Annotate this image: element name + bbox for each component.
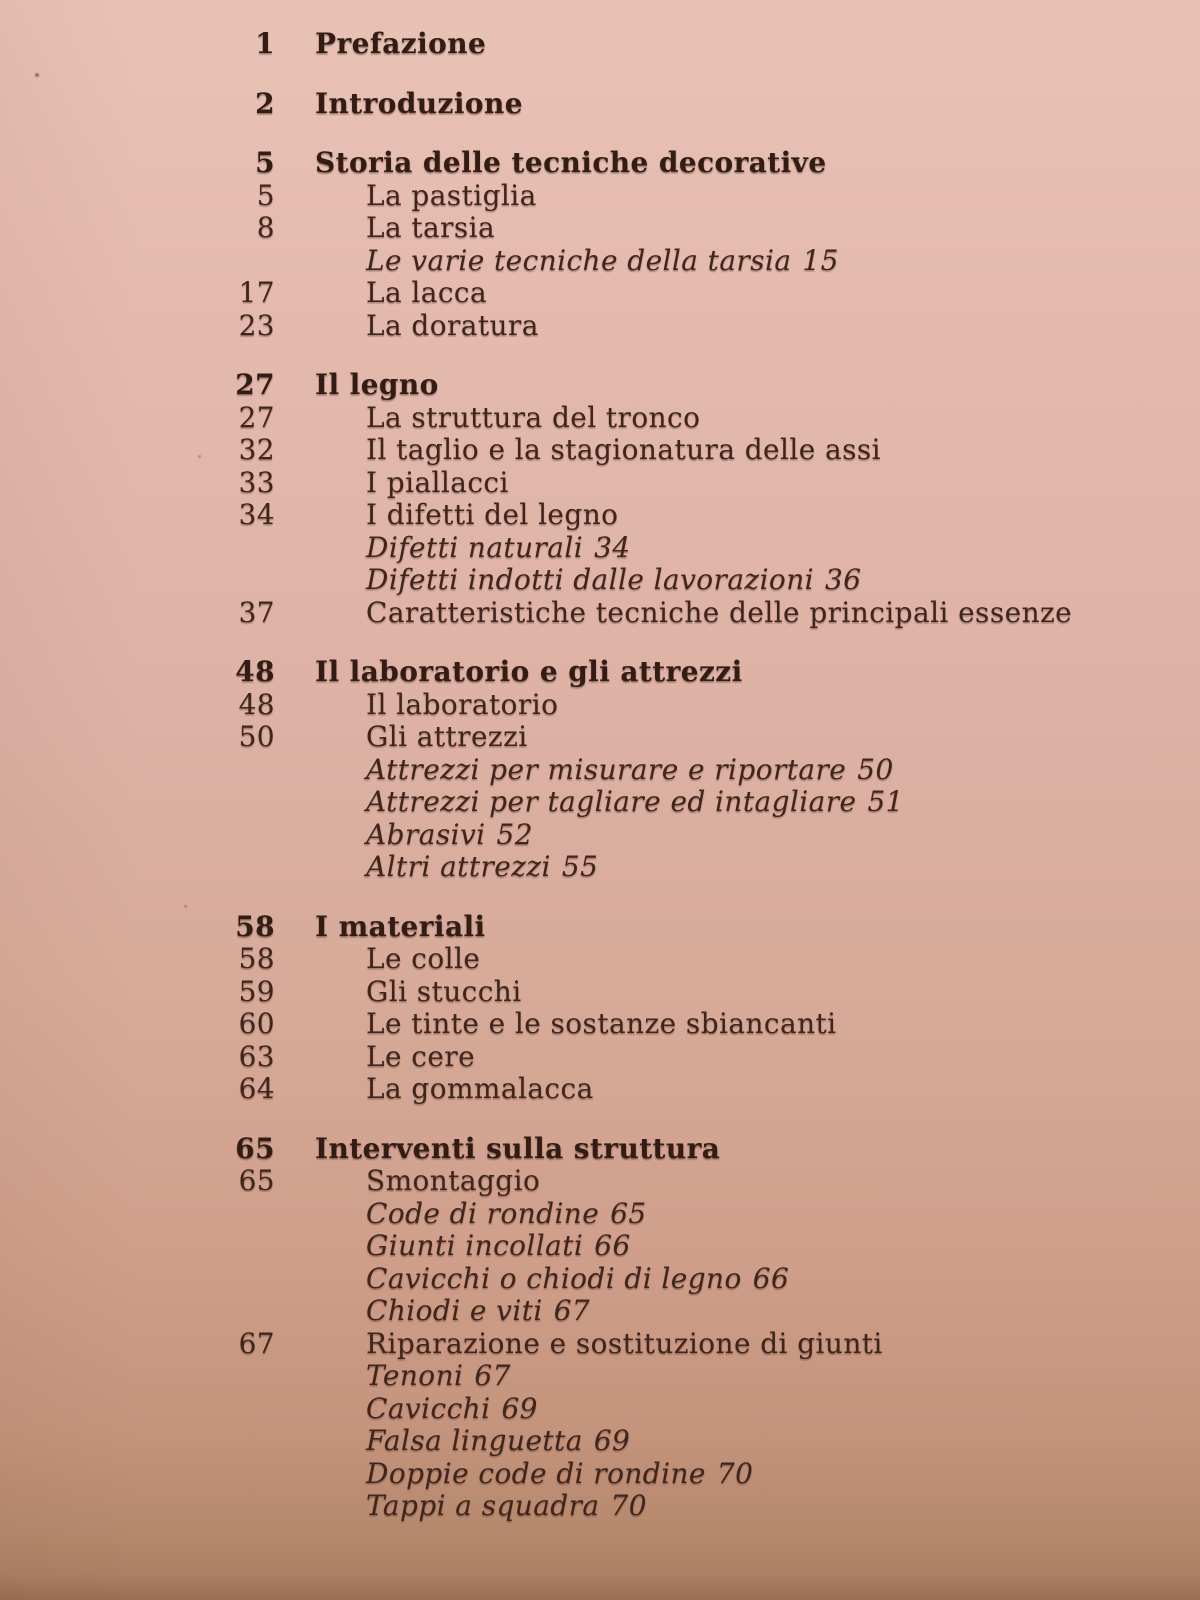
page-number: 34 bbox=[238, 498, 275, 531]
entry-label: Falsa linguetta bbox=[366, 1424, 583, 1457]
toc-row-sub bbox=[0, 499, 1200, 532]
page-number bbox=[0, 245, 275, 278]
toc-row-italic bbox=[0, 786, 1200, 819]
page-number: 5 bbox=[256, 178, 275, 212]
toc-row-sub bbox=[0, 310, 1200, 343]
page-number: 32 bbox=[238, 433, 275, 466]
toc-row-sub bbox=[0, 1041, 1200, 1074]
toc-row-sub bbox=[0, 180, 1200, 213]
page-number: 33 bbox=[238, 465, 275, 499]
toc-row-italic bbox=[0, 1458, 1200, 1491]
page-number bbox=[0, 1458, 275, 1491]
entry-page-inline: 65 bbox=[610, 1196, 647, 1230]
entry-label: Doppie code di rondine bbox=[366, 1456, 706, 1490]
entry-label: Attrezzi per tagliare ed intagliare bbox=[366, 785, 857, 818]
toc-row-chapter bbox=[0, 147, 1200, 180]
toc-row-italic bbox=[0, 245, 1200, 278]
entry-label: Il laboratorio e gli attrezzi bbox=[315, 655, 743, 688]
toc-row-chapter bbox=[0, 28, 1200, 61]
page-number bbox=[0, 564, 275, 597]
entry-label: La lacca bbox=[366, 276, 488, 309]
page-number bbox=[0, 754, 275, 787]
entry-page-inline: 66 bbox=[752, 1261, 790, 1295]
page-number: 8 bbox=[256, 211, 275, 244]
page-number: 63 bbox=[238, 1039, 275, 1073]
page-number: 67 bbox=[238, 1326, 275, 1360]
toc-row-sub bbox=[0, 597, 1200, 630]
toc-section bbox=[0, 656, 1200, 884]
page-number bbox=[0, 851, 275, 884]
entry-label: Difetti indotti dalle lavorazioni bbox=[366, 563, 814, 596]
page-number bbox=[0, 786, 275, 819]
page-number: 17 bbox=[238, 276, 275, 309]
toc-row-sub bbox=[0, 1165, 1200, 1198]
dust-speck bbox=[35, 73, 39, 77]
entry-label: I difetti del legno bbox=[366, 498, 619, 531]
toc-row-italic bbox=[0, 1490, 1200, 1523]
page-number: 59 bbox=[238, 974, 275, 1008]
entry-label: La gommalacca bbox=[366, 1072, 594, 1105]
toc-row-italic bbox=[0, 819, 1200, 852]
entry-label: Riparazione e sostituzione di giunti bbox=[366, 1326, 883, 1360]
page-number: 60 bbox=[238, 1007, 275, 1040]
page-number: 65 bbox=[238, 1164, 275, 1197]
entry-label: Smontaggio bbox=[366, 1164, 541, 1197]
entry-label: Difetti naturali bbox=[366, 530, 584, 564]
entry-label: La tarsia bbox=[366, 211, 496, 244]
entry-label: Gli attrezzi bbox=[366, 720, 528, 753]
toc-row-chapter bbox=[0, 369, 1200, 402]
toc-row-italic bbox=[0, 532, 1200, 565]
toc-row-chapter bbox=[0, 88, 1200, 121]
toc-section bbox=[0, 911, 1200, 1106]
toc-row-italic bbox=[0, 1295, 1200, 1328]
toc-row-sub bbox=[0, 467, 1200, 500]
entry-label: Le colle bbox=[366, 942, 481, 975]
toc-row-sub bbox=[0, 277, 1200, 310]
entry-label: I piallacci bbox=[366, 465, 509, 499]
entry-label: Chiodi e viti bbox=[366, 1294, 543, 1327]
entry-label: Interventi sulla struttura bbox=[315, 1131, 721, 1165]
entry-label: La pastiglia bbox=[366, 178, 537, 212]
page-number: 1 bbox=[255, 27, 275, 60]
entry-label: Tenoni bbox=[366, 1359, 464, 1392]
entry-label: Altri attrezzi bbox=[366, 850, 551, 883]
entry-label: Giunti incollati bbox=[366, 1229, 584, 1262]
entry-page-inline: 52 bbox=[496, 817, 533, 851]
toc-row-italic bbox=[0, 1230, 1200, 1263]
entry-label: Le tinte e le sostanze sbiancanti bbox=[366, 1007, 837, 1040]
entry-page-inline: 70 bbox=[716, 1456, 754, 1490]
entry-label: Il taglio e la stagionatura delle assi bbox=[366, 433, 881, 466]
entry-label: Il legno bbox=[315, 368, 439, 401]
page-number bbox=[0, 1393, 275, 1426]
page-number: 27 bbox=[235, 368, 275, 401]
entry-label: Attrezzi per misurare e riportare bbox=[366, 752, 847, 786]
entry-page-inline: 67 bbox=[553, 1294, 591, 1327]
toc-row-sub bbox=[0, 1008, 1200, 1041]
page-number: 5 bbox=[255, 146, 275, 179]
entry-label: Abrasivi bbox=[366, 817, 486, 851]
entry-label: Tappi a squadra bbox=[366, 1489, 600, 1522]
toc-row-sub bbox=[0, 1328, 1200, 1361]
page-number: 37 bbox=[238, 595, 275, 629]
entry-page-inline: 50 bbox=[857, 752, 894, 786]
entry-page-inline: 70 bbox=[610, 1489, 647, 1522]
toc-section bbox=[0, 28, 1200, 61]
toc-row-sub bbox=[0, 689, 1200, 722]
entry-label: Gli stucchi bbox=[366, 974, 522, 1008]
page-number bbox=[0, 1295, 275, 1328]
entry-label: Introduzione bbox=[315, 86, 523, 120]
toc-row-italic bbox=[0, 754, 1200, 787]
toc-row-sub bbox=[0, 402, 1200, 435]
toc-row-chapter bbox=[0, 1133, 1200, 1166]
page-number bbox=[0, 1490, 275, 1523]
entry-label: Code di rondine bbox=[366, 1196, 600, 1230]
toc-section bbox=[0, 1133, 1200, 1523]
toc-row-sub bbox=[0, 212, 1200, 245]
page-number bbox=[0, 1263, 275, 1296]
entry-label: I materiali bbox=[315, 909, 486, 943]
entry-page-inline: 55 bbox=[561, 850, 599, 883]
entry-label: La struttura del tronco bbox=[366, 400, 701, 434]
entry-page-inline: 67 bbox=[474, 1359, 511, 1392]
page-number: 48 bbox=[235, 655, 275, 688]
entry-page-inline: 34 bbox=[594, 530, 631, 564]
toc-section bbox=[0, 88, 1200, 121]
page-number bbox=[0, 532, 275, 565]
page-number bbox=[0, 1230, 275, 1263]
toc-row-italic bbox=[0, 564, 1200, 597]
page-number: 50 bbox=[238, 720, 275, 753]
entry-label: Caratteristiche tecniche delle principali essenze bbox=[366, 595, 1073, 629]
page-number: 2 bbox=[255, 86, 275, 120]
entry-label: Le cere bbox=[366, 1039, 476, 1073]
toc-row-sub bbox=[0, 943, 1200, 976]
entry-page-inline: 51 bbox=[867, 785, 904, 818]
toc-row-italic bbox=[0, 1360, 1200, 1393]
entry-page-inline: 69 bbox=[501, 1391, 538, 1425]
toc-row-italic bbox=[0, 1198, 1200, 1231]
entry-page-inline: 66 bbox=[594, 1229, 631, 1262]
page-number: 23 bbox=[238, 308, 275, 342]
page-number: 58 bbox=[238, 942, 275, 975]
page-number: 58 bbox=[235, 909, 275, 943]
toc-row-sub bbox=[0, 976, 1200, 1009]
entry-page-inline: 15 bbox=[802, 243, 839, 277]
toc-row-italic bbox=[0, 1263, 1200, 1296]
dust-speck bbox=[198, 455, 201, 458]
entry-label: Prefazione bbox=[315, 27, 487, 60]
entry-label: Storia delle tecniche decorative bbox=[315, 146, 827, 179]
page-number bbox=[0, 819, 275, 852]
entry-label: Cavicchi o chiodi di legno bbox=[366, 1261, 742, 1295]
dust-speck bbox=[184, 905, 187, 908]
toc-section bbox=[0, 369, 1200, 629]
entry-label: Le varie tecniche della tarsia bbox=[366, 243, 792, 277]
entry-label: Cavicchi bbox=[366, 1391, 491, 1425]
page-number: 65 bbox=[235, 1131, 275, 1165]
toc-row-sub bbox=[0, 1073, 1200, 1106]
toc-section bbox=[0, 147, 1200, 342]
toc-row-italic bbox=[0, 1425, 1200, 1458]
page-number bbox=[0, 1198, 275, 1231]
page-bottom-shadow bbox=[0, 1574, 1200, 1600]
entry-label: La doratura bbox=[366, 308, 539, 342]
toc-row-chapter bbox=[0, 656, 1200, 689]
entry-page-inline: 69 bbox=[593, 1424, 631, 1457]
page-number bbox=[0, 1360, 275, 1393]
toc-row-chapter bbox=[0, 911, 1200, 944]
entry-page-inline: 36 bbox=[824, 563, 862, 596]
entry-label: Il laboratorio bbox=[366, 687, 559, 721]
page-number: 64 bbox=[238, 1072, 275, 1105]
toc-row-italic bbox=[0, 851, 1200, 884]
page-number: 48 bbox=[238, 687, 275, 721]
page-number: 27 bbox=[238, 400, 275, 434]
toc-row-sub bbox=[0, 721, 1200, 754]
toc-row-italic bbox=[0, 1393, 1200, 1426]
page-number bbox=[0, 1425, 275, 1458]
toc-row-sub bbox=[0, 434, 1200, 467]
